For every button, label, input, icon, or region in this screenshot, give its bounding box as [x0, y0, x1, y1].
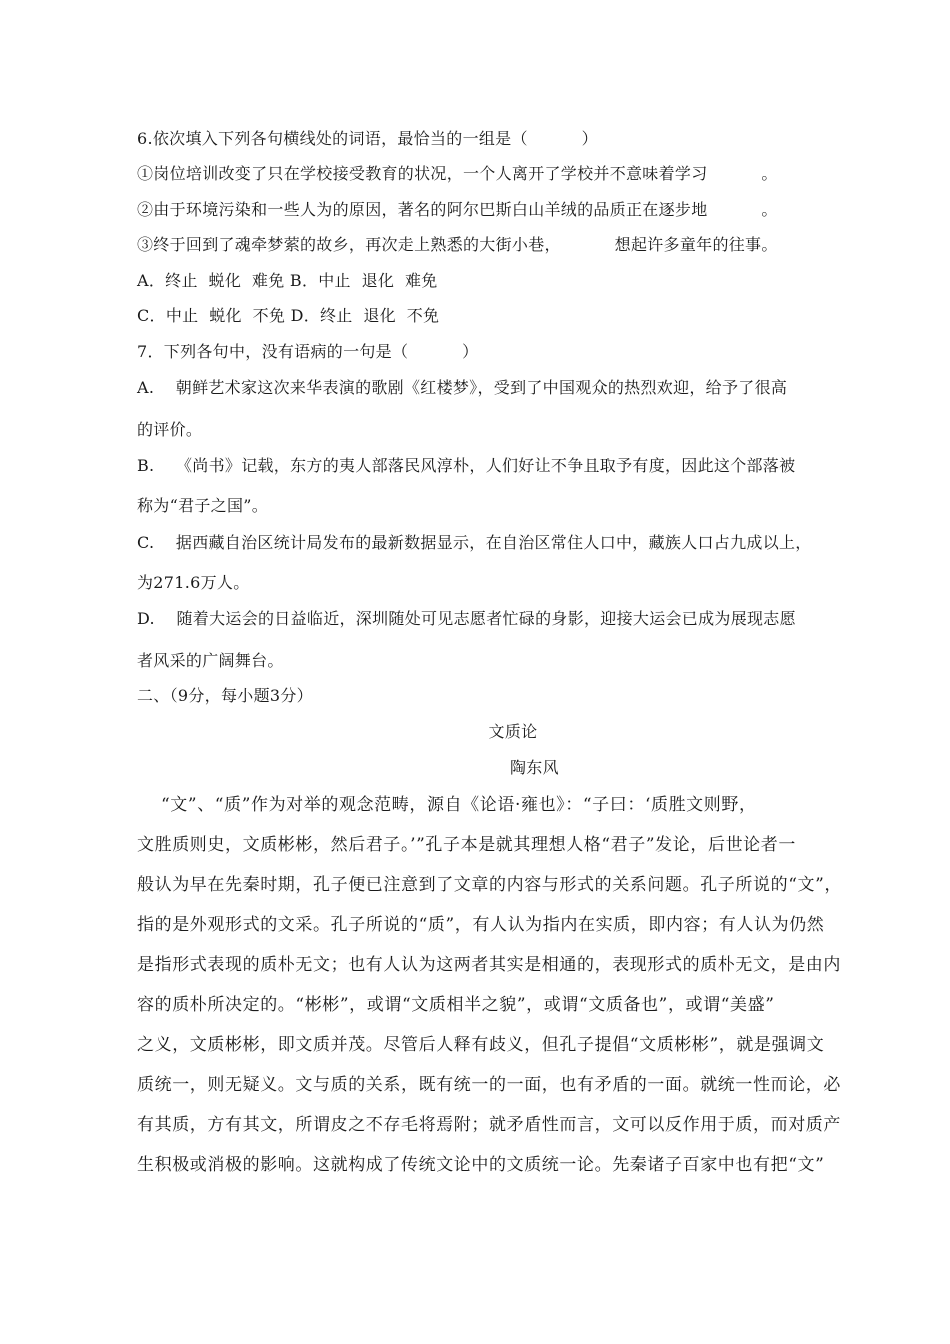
- question-7-option-c-line-2: 为271.6万人。: [137, 573, 250, 592]
- question-6-sentence-1: ①岗位培训改变了只在学校接受教育的状况，一个人离开了学校并不意味着学习 。: [137, 164, 778, 183]
- question-7-option-d-line-1: D. 随着大运会的日益临近，深圳随处可见志愿者忙碌的身影，迎接大运会已成为展现志愿: [137, 609, 796, 628]
- question-7-option-b-line-1: B. 《尚书》记载，东方的夷人部落民风淳朴，人们好让不争且取予有度，因此这个部落被: [137, 456, 796, 475]
- question-6-sentence-3: ③终于回到了魂牵梦萦的故乡，再次走上熟悉的大街小巷， 想起许多童年的往事。: [137, 235, 778, 254]
- question-7-option-b-line-2: 称为“君子之国”。: [137, 496, 269, 515]
- article-line: 容的质朴所决定的。“彬彬”，或谓“文质相半之貌”，或谓“文质备也”，或谓“美盛”: [137, 995, 775, 1015]
- article-line: “文”、“质”作为对举的观念范畴，源自《论语·雍也》：“子曰：‘质胜文则野，: [137, 795, 757, 815]
- question-7-option-c-line-1: C. 据西藏自治区统计局发布的最新数据显示，在自治区常住人口中，藏族人口占九成以上，: [137, 533, 812, 552]
- article-line: 般认为早在先秦时期，孔子便已注意到了文章的内容与形式的关系问题。孔子所说的“文”，: [137, 875, 842, 895]
- question-6-options-ab: A．终止 蜕化 难免 B．中止 退化 难免: [137, 271, 438, 290]
- article-line: 指的是外观形式的文采。孔子所说的“质”，有人认为指内在实质，即内容；有人认为仍然: [137, 915, 825, 935]
- question-6-sentence-2: ②由于环境污染和一些人为的原因，著名的阿尔巴斯白山羊绒的品质正在逐步地 。: [137, 200, 778, 219]
- article-line: 是指形式表现的质朴无文；也有人认为这两者其实是相通的，表现形式的质朴无文，是由内: [137, 955, 841, 975]
- question-7-option-a-line-1: A. 朝鲜艺术家这次来华表演的歌剧《红楼梦》，受到了中国观众的热烈欢迎，给予了很高: [137, 378, 788, 397]
- section-2-heading: 二、（9分，每小题3分）: [137, 686, 313, 705]
- article-line: 有其质，方有其文，所谓皮之不存毛将焉附；就矛盾性而言，文可以反作用于质，而对质产: [137, 1115, 841, 1135]
- article-author: 陶东风: [510, 758, 559, 777]
- article-line: 之义，文质彬彬，即文质并茂。尽管后人释有歧义，但孔子提倡“文质彬彬”，就是强调文: [137, 1035, 825, 1055]
- question-6-stem: 6.依次填入下列各句横线处的词语，最恰当的一组是（ ）: [137, 129, 598, 148]
- question-6-options-cd: C．中止 蜕化 不免 D．终止 退化 不免: [137, 306, 440, 325]
- article-line: 生积极或消极的影响。这就构成了传统文论中的文质统一论。先秦诸子百家中也有把“文”: [137, 1155, 825, 1175]
- question-7-option-d-line-2: 者风采的广阔舞台。: [137, 651, 284, 670]
- article-line: 质统一，则无疑义。文与质的关系，既有统一的一面，也有矛盾的一面。就统一性而论，必: [137, 1075, 841, 1095]
- article-title: 文质论: [488, 722, 538, 741]
- question-7-stem: 7．下列各句中，没有语病的一句是（ ）: [137, 342, 479, 361]
- question-7-option-a-line-2: 的评价。: [137, 420, 203, 439]
- article-line: 文胜质则史，文质彬彬，然后君子。’”孔子本是就其理想人格“君子”发论，后世论者一: [137, 835, 796, 855]
